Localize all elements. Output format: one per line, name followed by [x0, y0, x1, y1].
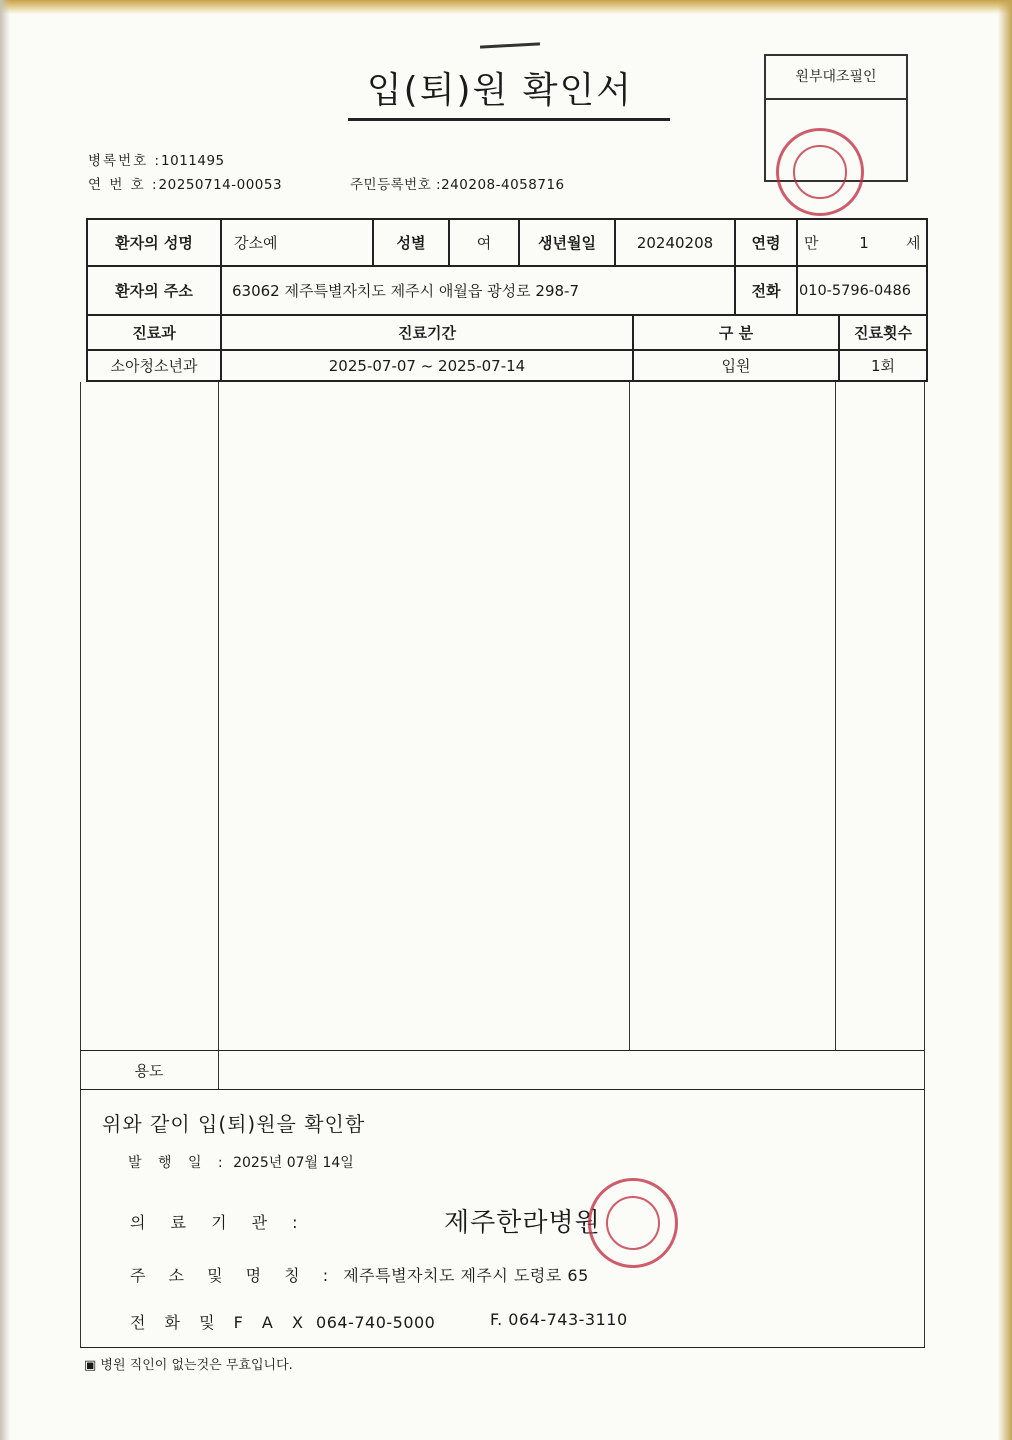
rrn-label: 주민등록번호 : [350, 177, 442, 193]
patient-col-1 [220, 218, 222, 316]
issue-date-line [128, 1152, 354, 1172]
name-label: 환자의 성명 [115, 234, 193, 252]
body-col-3 [835, 382, 836, 1050]
dob-label: 생년월일 [538, 234, 596, 252]
purpose-label: 용도 [134, 1062, 164, 1080]
seal-stamp-top-inner [793, 145, 846, 198]
patient-name: 강소예 [234, 234, 278, 252]
footer-address: 제주특별자치도 제주시 도령로 65 [343, 1266, 589, 1285]
footer-address-label: 주 소 및 명 칭 : [130, 1266, 338, 1285]
hospital-seal-stamp-inner [606, 1196, 660, 1250]
confirm-text: 위와 같이 입(퇴)원을 확인함 [102, 1112, 366, 1136]
header-count: 진료횟수 [854, 324, 912, 342]
paper-edge-right [998, 0, 1012, 1440]
paper-edge-top [0, 0, 1012, 14]
seal-box-header: 원부대조필인 [766, 56, 906, 100]
record-number-label: 병록번호 : [88, 153, 162, 169]
address-label: 환자의 주소 [115, 282, 193, 300]
paper-edge-left [0, 0, 10, 1440]
body-col-2 [629, 382, 630, 1050]
serial-number-label: 연 번 호 : [88, 177, 159, 193]
body-left-border [80, 382, 81, 1348]
header-dept: 진료과 [132, 324, 176, 342]
patient-address: 63062 제주특별자치도 제주시 애월읍 광성로 298-7 [232, 282, 579, 300]
patient-phone: 010-5796-0486 [799, 282, 911, 299]
address-line [130, 1263, 589, 1286]
title-underline [348, 118, 670, 121]
validity-note: ▣ 병원 직인이 없는것은 무효입니다. [84, 1358, 293, 1373]
rrn-value: 240208-4058716 [441, 177, 565, 193]
phone-fax-line [130, 1310, 435, 1333]
age-unit: 세 [906, 234, 921, 252]
serial-number-line [88, 173, 282, 193]
sex-label: 성별 [396, 234, 426, 252]
purpose-top-line [80, 1050, 924, 1051]
header-period: 진료기간 [398, 324, 456, 342]
document-title: 입(퇴)원 확인서 [366, 70, 634, 111]
row-period: 2025-07-07 ~ 2025-07-14 [328, 356, 526, 375]
body-right-border [924, 382, 925, 1348]
seal-stamp-top [776, 128, 864, 216]
patient-sex: 여 [476, 234, 492, 252]
issue-date-label: 발 행 일 : [128, 1155, 229, 1171]
footer-fax: F. 064-743-3110 [490, 1310, 628, 1329]
record-number: 1011495 [161, 153, 225, 169]
row-count: 1회 [870, 357, 896, 375]
purpose-bottom-line [80, 1089, 924, 1090]
phone-label: 전화 [751, 282, 781, 300]
patient-dob: 20240208 [636, 233, 714, 252]
record-number-line [88, 149, 225, 169]
patient-age: 1 [859, 233, 869, 252]
title-pen-mark [480, 42, 540, 48]
body-col-1 [218, 382, 219, 1090]
hospital-seal-stamp [588, 1178, 678, 1268]
row-type: 입원 [721, 357, 751, 375]
age-prefix: 만 [804, 234, 819, 252]
purpose-value [226, 1052, 916, 1089]
header-type: 구 분 [718, 324, 754, 342]
footer-bottom-line [80, 1347, 925, 1348]
footer-phone-label: 전 화 및 F A X [130, 1313, 310, 1332]
issue-date: 2025년 07월 14일 [233, 1155, 354, 1171]
rrn-line [350, 173, 565, 193]
patient-col-7 [796, 218, 798, 316]
footer-phone: 064-740-5000 [316, 1313, 436, 1332]
institution-label: 의 료 기 관 : [130, 1213, 308, 1232]
serial-number: 20250714-00053 [158, 177, 283, 193]
row-dept: 소아청소년과 [110, 357, 198, 375]
age-label: 연령 [751, 234, 781, 252]
institution-name: 제주한라병원 [444, 1208, 601, 1238]
